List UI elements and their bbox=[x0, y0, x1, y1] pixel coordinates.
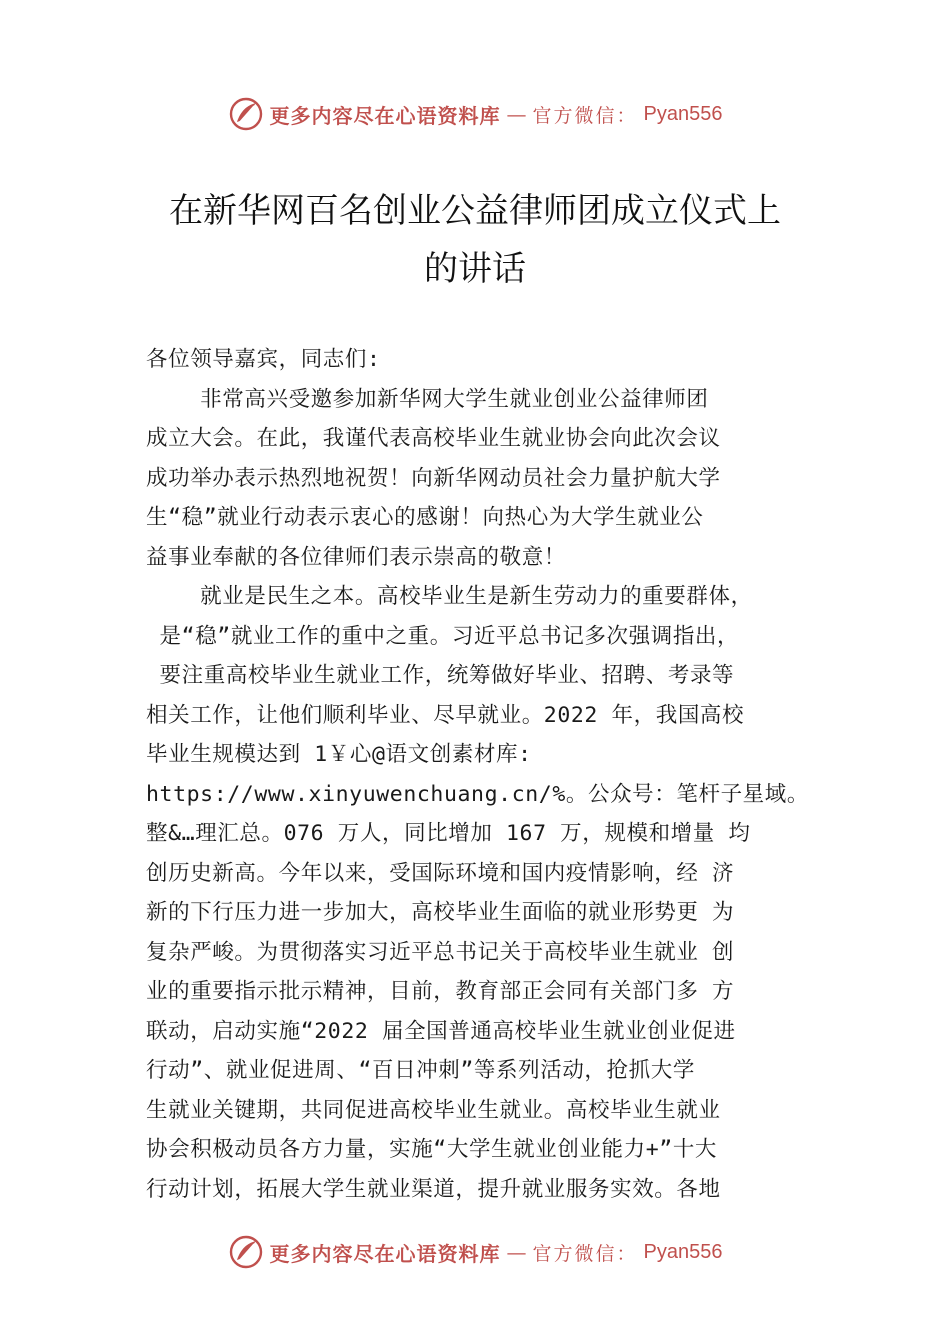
body-line: 协会积极动员各方力量，实施“大学生就业创业能力+”十大 bbox=[146, 1137, 718, 1162]
body-line: 创历史新高。今年以来，受国际环境和国内疫情影响，经 济 bbox=[146, 860, 735, 886]
body-line: 成功举办表示热烈地祝贺！向新华网动员社会力量护航大学 bbox=[146, 465, 721, 491]
body-line: 成立大会。在此，我谨代表高校毕业生就业协会向此次会议 bbox=[146, 426, 721, 451]
body-line: 各位领导嘉宾，同志们: bbox=[146, 347, 381, 372]
body-line: 就业是民生之本。高校毕业生是新生劳动力的重要群体， bbox=[146, 584, 753, 609]
body-line: 行动计划，拓展大学生就业渠道，提升就业服务实效。各地 bbox=[146, 1176, 721, 1202]
document-title-line-2: 的讲话 bbox=[424, 249, 526, 289]
body-line: 益事业奉献的各位律师们表示崇高的敬意！ bbox=[146, 544, 566, 570]
body-line: 生就业关键期，共同促进高校毕业生就业。高校毕业生就业 bbox=[146, 1097, 721, 1123]
body-line: 复杂严峻。为贯彻落实习近平总书记关于高校毕业生就业 创 bbox=[146, 939, 735, 965]
footer-watermark-banner bbox=[0, 1230, 950, 1274]
banner-site-name: 更多内容尽在心语资料库 bbox=[269, 1241, 501, 1266]
document-title-line-1: 在新华网百名创业公益律师团成立仪式上 bbox=[169, 191, 781, 231]
pen-leaf-logo-icon bbox=[228, 96, 264, 132]
body-line: 要注重高校毕业生就业工作，统筹做好毕业、招聘、考录等 bbox=[146, 663, 735, 688]
body-line: 行动”、就业促进周、“百日冲刺”等系列活动，抢抓大学 bbox=[146, 1058, 695, 1083]
banner-wechat-label: 官方微信： bbox=[532, 104, 638, 127]
pen-leaf-logo-icon bbox=[228, 1234, 264, 1270]
body-line: 生“稳”就业行动表示衷心的感谢！向热心为大学生就业公 bbox=[146, 505, 704, 530]
document-body bbox=[146, 340, 826, 1209]
header-watermark-banner bbox=[0, 92, 950, 136]
banner-wechat-id: Pyan556 bbox=[643, 1240, 723, 1263]
body-line: 非常高兴受邀参加新华网大学生就业创业公益律师团 bbox=[146, 386, 709, 412]
banner-dash: — bbox=[506, 1240, 527, 1264]
body-line: 联动，启动实施“2022 届全国普通高校毕业生就业创业促进 bbox=[146, 1018, 736, 1044]
body-line: 毕业生规模达到 1￥心@语文创素材库: bbox=[146, 742, 532, 767]
banner-site-name: 更多内容尽在心语资料库 bbox=[269, 103, 501, 128]
banner-dash: — bbox=[506, 102, 527, 126]
banner-wechat-id: Pyan556 bbox=[643, 102, 723, 125]
body-line: 是“稳”就业工作的重中之重。习近平总书记多次强调指出， bbox=[146, 623, 740, 649]
body-line-url: https://www.xinyuwenchuang.cn/%。公众号：笔杆子星域。 bbox=[146, 781, 809, 807]
body-line: 相关工作，让他们顺利毕业、尽早就业。2022 年，我国高校 bbox=[146, 702, 745, 728]
banner-wechat-label: 官方微信： bbox=[532, 1242, 638, 1265]
body-line: 业的重要指示批示精神，目前，教育部正会同有关部门多 方 bbox=[146, 979, 735, 1004]
body-line: 新的下行压力进一步加大，高校毕业生面临的就业形势更 为 bbox=[146, 900, 735, 925]
body-line: 整&…理汇总。076 万人，同比增加 167 万，规模和增量 均 bbox=[146, 821, 751, 846]
